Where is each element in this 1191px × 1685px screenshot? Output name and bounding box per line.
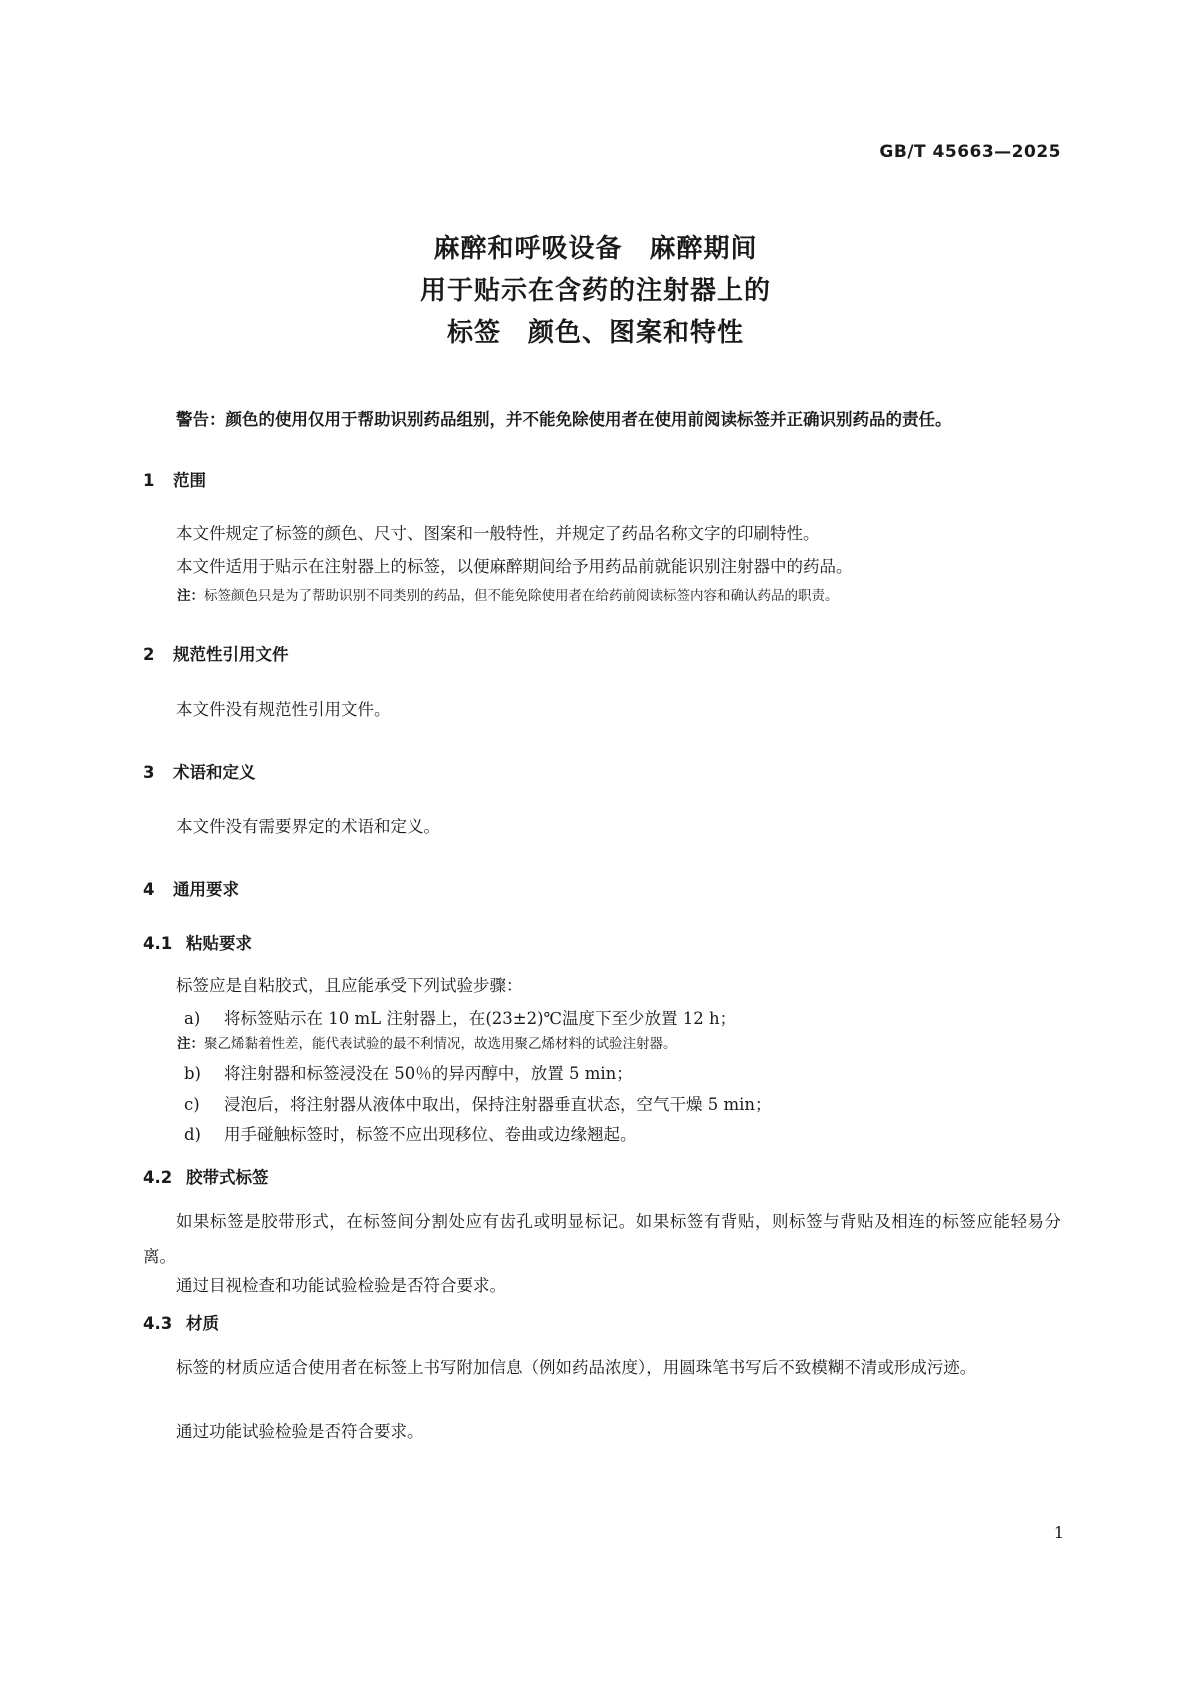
scope-paragraph-2: 本文件适用于贴示在注射器上的标签，以便麻醉期间给予用药品前就能识别注射器中的药品。 — [176, 557, 853, 576]
material-paragraph-1: 标签的材质应适合使用者在标签上书写附加信息（例如药品浓度），用圆珠笔书写后不致模糊不清或形成污迹。 — [176, 1358, 977, 1377]
note-lead: 注： — [177, 588, 204, 604]
title-line-3: 标签 颜色、图案和特性 — [446, 318, 744, 348]
subsection-number: 4.2 — [143, 1168, 173, 1187]
section-2-heading — [143, 641, 289, 665]
standard-id: GB/T 45663—2025 — [879, 142, 1061, 162]
list-marker: d) — [184, 1125, 201, 1144]
section-title: 通用要求 — [173, 880, 239, 899]
note-lead: 注： — [177, 1036, 204, 1052]
terms-paragraph: 本文件没有需要界定的术语和定义。 — [176, 817, 440, 836]
list-item-b — [184, 1060, 633, 1084]
subsection-title: 材质 — [186, 1314, 219, 1333]
scope-note — [177, 584, 1061, 604]
title-line-1: 麻醉和呼吸设备 麻醉期间 — [433, 234, 758, 264]
adhesion-intro: 标签应是自粘胶式，且应能承受下列试验步骤： — [176, 976, 523, 995]
section-number: 2 — [143, 645, 155, 664]
list-item-a — [184, 1005, 736, 1029]
section-number: 4 — [143, 880, 155, 899]
section-title: 术语和定义 — [173, 763, 256, 782]
list-item-c — [184, 1091, 772, 1115]
subsection-number: 4.3 — [143, 1314, 173, 1333]
list-marker: a) — [184, 1009, 201, 1028]
tape-label-paragraph-2: 通过目视检查和功能试验检验是否符合要求。 — [176, 1276, 506, 1295]
subsection-4-3-heading — [143, 1310, 219, 1334]
warning-paragraph: 警告：颜色的使用仅用于帮助识别药品组别，并不能免除使用者在使用前阅读标签并正确识别药品的责任。 — [176, 410, 952, 429]
section-title: 范围 — [173, 471, 206, 490]
list-text: 将注射器和标签浸没在 50％的异丙醇中，放置 5 min； — [224, 1064, 633, 1083]
section-3-heading — [143, 759, 256, 783]
list-text: 用手碰触标签时，标签不应出现移位、卷曲或边缘翘起。 — [224, 1125, 637, 1144]
title-line-2: 用于贴示在含药的注射器上的 — [419, 276, 771, 306]
subsection-number: 4.1 — [143, 934, 173, 953]
list-text: 将标签贴示在 10 mL 注射器上，在(23±2)℃温度下至少放置 12 h； — [224, 1009, 737, 1028]
section-title: 规范性引用文件 — [173, 645, 289, 664]
note-text: 聚乙烯黏着性差，能代表试验的最不利情况，故选用聚乙烯材料的试验注射器。 — [204, 1036, 677, 1052]
subsection-title: 粘贴要求 — [186, 934, 252, 953]
section-4-heading — [143, 876, 239, 900]
section-1-heading — [143, 467, 206, 491]
list-marker: c) — [184, 1095, 200, 1114]
adhesion-note — [177, 1032, 1061, 1052]
page-number: 1 — [1053, 1523, 1064, 1542]
section-number: 1 — [143, 471, 155, 490]
note-text: 标签颜色只是为了帮助识别不同类别的药品，但不能免除使用者在给药前阅读标签内容和确认药品的职责。 — [204, 588, 839, 604]
list-marker: b) — [184, 1064, 201, 1083]
subsection-4-1-heading — [143, 930, 252, 954]
subsection-title: 胶带式标签 — [186, 1168, 269, 1187]
section-number: 3 — [143, 763, 155, 782]
subsection-4-2-heading — [143, 1164, 269, 1188]
material-paragraph-2: 通过功能试验检验是否符合要求。 — [176, 1422, 424, 1441]
normative-references-paragraph: 本文件没有规范性引用文件。 — [176, 700, 391, 719]
list-item-d — [184, 1121, 637, 1145]
list-text: 浸泡后，将注射器从液体中取出，保持注射器垂直状态，空气干燥 5 min； — [224, 1095, 772, 1114]
tape-label-paragraph-1: 如果标签是胶带形式，在标签间分割处应有齿孔或明显标记。如果标签有背贴，则标签与背贴及相连的标签应能轻易分离。 — [143, 1212, 1061, 1266]
scope-paragraph-1: 本文件规定了标签的颜色、尺寸、图案和一般特性，并规定了药品名称文字的印刷特性。 — [176, 524, 820, 543]
